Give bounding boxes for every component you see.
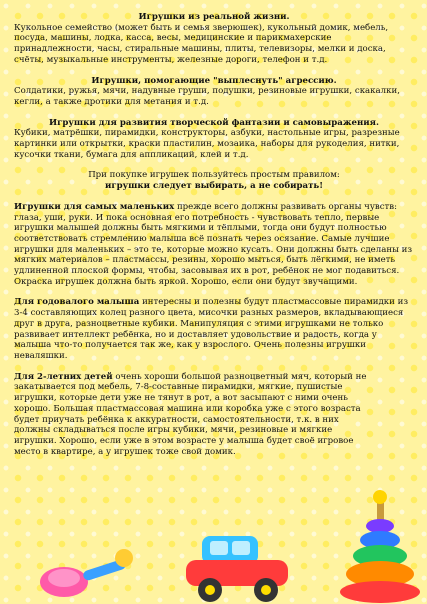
section-rule [14, 170, 414, 191]
section-text: Кукольное семейство (может быть и семья зверюшек), кукольный домик, мебель, посуда, машины, лодка, касса, весы, медицинские и парикмахерские принадлежности, часы, стиральные машины, плиты, телевизоры, мелки и доска, счёты, музыкальные инструменты, железные дороги, телефон и т.д. [14, 22, 389, 65]
section-text: очень хороши большой разноцветный мяч, который не закатывается под мебель, 7-8-составные пирамидки, мягкие, пушистые игрушки, которые дети уже не тянут в рот, а вот засыпают с ними очень хорошо. Большая пластмассовая машина или коробка уже с этого возраста будет приучать ребёнка к аккуратности, самостоятельности, т.к. в них должны складываться после игры кубики, мячи, резиновые и мягкие игрушки. Хорошо, если уже в этом возрасте у малыша будет своё игровое место в квартире, а у игрушек тоже свой домик. [14, 371, 367, 457]
section-text: Кубики, матрёшки, пирамидки, конструкторы, азбуки, настольные игры, разрезные картинки или открытки, краски пластилин, мозаика, наборы для рукоделия, нитки, кусочки ткани, бумага для аппликаций, клей и т.д. [14, 128, 400, 160]
section-two-year [14, 372, 414, 458]
section-text: интересны и полезны будут пластмассовые пирамидки из 3-4 составляющих колец разного цвета, мисочки разных размеров, вкладывающиеся друг в друга, разноцветные кубики. Манипуляция с этими игрушками не только развивает интеллект ребёнка, но и доставляет удовольствие и радость, когда у малыша что-то получается так же, как у взрослого. Очень полезны игрушки неваляшки. [14, 297, 409, 361]
section-real-life [14, 12, 414, 66]
rule-line: При покупке игрушек пользуйтесь простым правилом: [88, 170, 340, 181]
rattle-toy-icon [30, 546, 140, 604]
section-aggression [14, 76, 414, 108]
section-text: Солдатики, ружья, мячи, надувные груши, подушки, резиновые игрушки, скакалки, кегли, а также дротики для метания и т.д. [14, 86, 400, 107]
section-title: Игрушки из реальной жизни. [138, 12, 290, 22]
section-smallest [14, 202, 414, 288]
section-creative [14, 118, 414, 161]
ring-pyramid-icon [338, 488, 422, 604]
section-lead: Для годовалого малыша [14, 297, 140, 308]
section-title: Игрушки, помогающие "выплеснуть" агрессию. [91, 75, 337, 86]
section-text: прежде всего должны развивать органы чувств: глаза, уши, руки. И пока основная его потребность - чувствовать тепло, первые игрушки малышей должны быть мягкими и тёплыми, тогда они будут полностью соответствовать стремлению малыша всё познать через осязание. Самые лучшие игрушки для маленьких – это те, которые можно кусать. Они должны быть сделаны из мягких материалов – пластмассы, резины, хорошо мыться, быть лёгкими, не иметь удлиненной плоской формы, чтобы, засовывая их в рот, ребёнок не мог подавиться. Окраска игрушек должна быть яркой. Хорошо, если они будут звучащими. [14, 201, 413, 287]
section-lead: Для 2-летних детей [14, 371, 113, 382]
section-one-year [14, 297, 414, 361]
document-body [14, 12, 414, 467]
toy-car-icon [180, 528, 300, 604]
section-lead: Игрушки для самых маленьких [14, 201, 175, 212]
section-title: Игрушки для развития творческой фантазии и самовыражения. [48, 117, 379, 128]
rule-emphasis: игрушки следует выбирать, а не собирать! [104, 181, 324, 192]
